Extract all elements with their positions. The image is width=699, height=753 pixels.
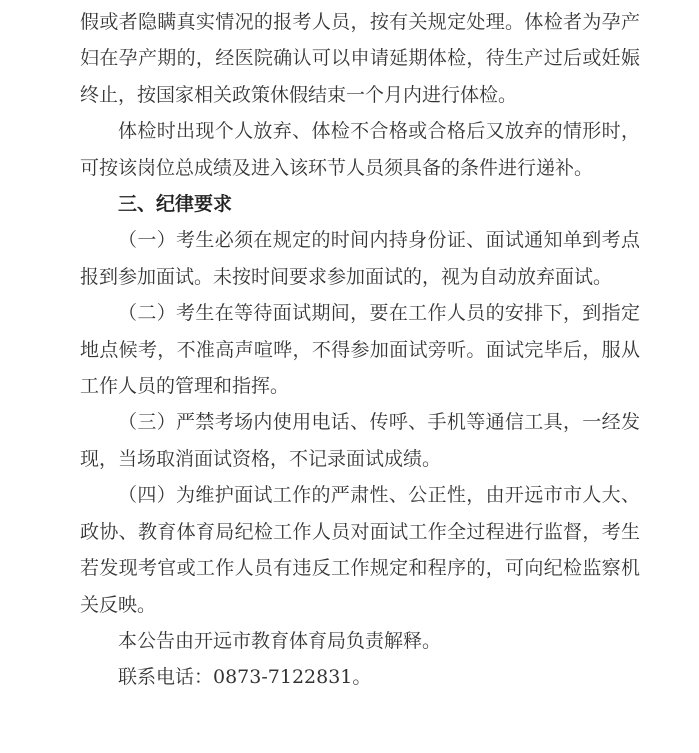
rule-item-3: （三）严禁考场内使用电话、传呼、手机等通信工具，一经发现，当场取消面试资格，不记录面试成绩。 <box>80 411 640 470</box>
closing-statement: 本公告由开远市教育体育局负责解释。 <box>118 629 442 652</box>
rule-item-4: （四）为维护面试工作的严肃性、公正性，由开远市市人大、政协、教育体育局纪检工作人员对面试工作全过程进行监督，考生若发现考官或工作人员有违反工作规定和程序的，可向纪检监察机关反映。 <box>80 484 640 616</box>
section-heading-discipline: 三、纪律要求 <box>118 193 233 216</box>
paragraph-exam-leave: 假或者隐瞒真实情况的报考人员，按有关规定处理。体检者为孕产妇在孕产期的，经医院确认可以申请延期体检，待生产过后或妊娠终止，按国家相关政策休假结束一个月内进行体检。 <box>80 11 640 106</box>
paragraph-exam-giveup: 体检时出现个人放弃、体检不合格或合格后又放弃的情形时，可按该岗位总成绩及进入该环节人员须具备的条件进行递补。 <box>80 120 640 179</box>
contact-phone: 联系电话：0873-7122831。 <box>118 666 372 689</box>
rule-item-2: （二）考生在等待面试期间，要在工作人员的安排下，到指定地点候考，不准高声喧哗，不得参加面试旁听。面试完毕后，服从工作人员的管理和指挥。 <box>80 302 640 398</box>
document-body <box>80 0 640 696</box>
rule-item-1: （一）考生必须在规定的时间内持身份证、面试通知单到考点报到参加面试。未按时间要求参加面试的，视为自动放弃面试。 <box>80 229 640 288</box>
